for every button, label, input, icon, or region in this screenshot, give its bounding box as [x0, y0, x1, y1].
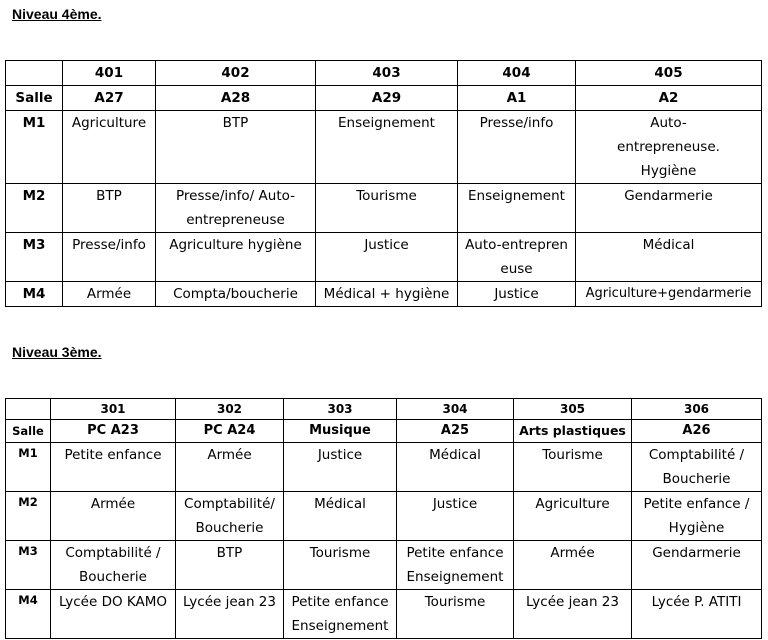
table-row: [6, 541, 762, 590]
class-header: 405: [576, 61, 762, 86]
row-label: M3: [6, 541, 51, 590]
table-row: [6, 184, 762, 233]
row-label: M1: [6, 443, 51, 492]
table-cell: Tourisme: [284, 541, 397, 590]
table-cell: Armée: [51, 492, 176, 541]
table-row: [6, 443, 762, 492]
salle-cell: Arts plastiques: [514, 420, 632, 443]
table-cell: Armée: [514, 541, 632, 590]
table-cell: Gendarmerie: [632, 541, 762, 590]
table-cell: Comptabilité / Boucherie: [632, 443, 762, 492]
table-cell: Petite enfance / Hygiène: [632, 492, 762, 541]
table-row: [6, 233, 762, 282]
table-cell: Comptabilité / Boucherie: [51, 541, 176, 590]
salle-cell: A29: [316, 86, 458, 111]
table-row: [6, 492, 762, 541]
salle-cell: A26: [632, 420, 762, 443]
class-header: 302: [176, 399, 284, 420]
heading-niveau-4: Niveau 4ème.: [12, 6, 102, 22]
table-cell: Tourisme: [316, 184, 458, 233]
table-cell: Presse/info/ Auto-entrepreneuse: [156, 184, 316, 233]
table-cell: Lycée jean 23: [176, 590, 284, 639]
table-cell: BTP: [156, 111, 316, 184]
table-cell: Petite enfance: [51, 443, 176, 492]
table-cell: Armée: [63, 282, 156, 307]
row-label: M4: [6, 590, 51, 639]
table-cell: Médical: [284, 492, 397, 541]
table-cell: Presse/info: [63, 233, 156, 282]
table-cell: BTP: [176, 541, 284, 590]
class-header: 402: [156, 61, 316, 86]
table-cell: Petite enfance Enseignement: [397, 541, 514, 590]
table-cell: Agriculture hygiène: [156, 233, 316, 282]
table-header-row-salles: [6, 86, 762, 111]
table-cell: Agriculture+gendarmerie: [576, 282, 762, 307]
class-header: 403: [316, 61, 458, 86]
table-cell: Compta/boucherie: [156, 282, 316, 307]
salle-label: Salle: [6, 420, 51, 443]
table-header-row-salles: [6, 420, 762, 443]
table-cell: Justice: [458, 282, 576, 307]
salle-cell: A27: [63, 86, 156, 111]
table-cell: Presse/info: [458, 111, 576, 184]
table-cell: Tourisme: [397, 590, 514, 639]
class-header: 305: [514, 399, 632, 420]
table-cell: Petite enfance Enseignement: [284, 590, 397, 639]
salle-cell: A28: [156, 86, 316, 111]
salle-cell: PC A23: [51, 420, 176, 443]
table-header-row-classes: [6, 399, 762, 420]
table-cell: Médical: [397, 443, 514, 492]
table-cell: Enseignement: [458, 184, 576, 233]
row-label: M1: [6, 111, 63, 184]
table-cell: Justice: [284, 443, 397, 492]
table-cell: Médical + hygiène: [316, 282, 458, 307]
salle-cell: PC A24: [176, 420, 284, 443]
table-cell: Lycée DO KAMO: [51, 590, 176, 639]
heading-niveau-3: Niveau 3ème.: [12, 344, 102, 360]
salle-cell: A25: [397, 420, 514, 443]
class-header: 401: [63, 61, 156, 86]
table-cell: Enseignement: [316, 111, 458, 184]
class-header: 304: [397, 399, 514, 420]
table-row: [6, 282, 762, 307]
row-label: M3: [6, 233, 63, 282]
table-niveau-3: [5, 398, 762, 639]
salle-cell: A1: [458, 86, 576, 111]
table-cell: Comptabilité/ Boucherie: [176, 492, 284, 541]
table-cell: Armée: [176, 443, 284, 492]
salle-label: Salle: [6, 86, 63, 111]
corner-cell: [6, 61, 63, 86]
table-cell: Lycée jean 23: [514, 590, 632, 639]
table-cell: Agriculture: [514, 492, 632, 541]
class-header: 303: [284, 399, 397, 420]
table-cell: Justice: [316, 233, 458, 282]
table-cell: Justice: [397, 492, 514, 541]
class-header: 306: [632, 399, 762, 420]
table-row: [6, 111, 762, 184]
table-niveau-4: [5, 60, 762, 307]
row-label: M2: [6, 184, 63, 233]
class-header: 404: [458, 61, 576, 86]
class-header: 301: [51, 399, 176, 420]
table-cell: Tourisme: [514, 443, 632, 492]
table-cell: Auto-entrepreneuse. Hygiène: [576, 111, 762, 184]
table-cell: Auto-entrepreneuse: [458, 233, 576, 282]
table-header-row-classes: [6, 61, 762, 86]
table-row: [6, 590, 762, 639]
table-cell: Lycée P. ATITI: [632, 590, 762, 639]
table-cell: Agriculture: [63, 111, 156, 184]
table-cell: BTP: [63, 184, 156, 233]
table-cell: Gendarmerie: [576, 184, 762, 233]
table-cell: Médical: [576, 233, 762, 282]
salle-cell: Musique: [284, 420, 397, 443]
corner-cell: [6, 399, 51, 420]
salle-cell: A2: [576, 86, 762, 111]
row-label: M2: [6, 492, 51, 541]
row-label: M4: [6, 282, 63, 307]
